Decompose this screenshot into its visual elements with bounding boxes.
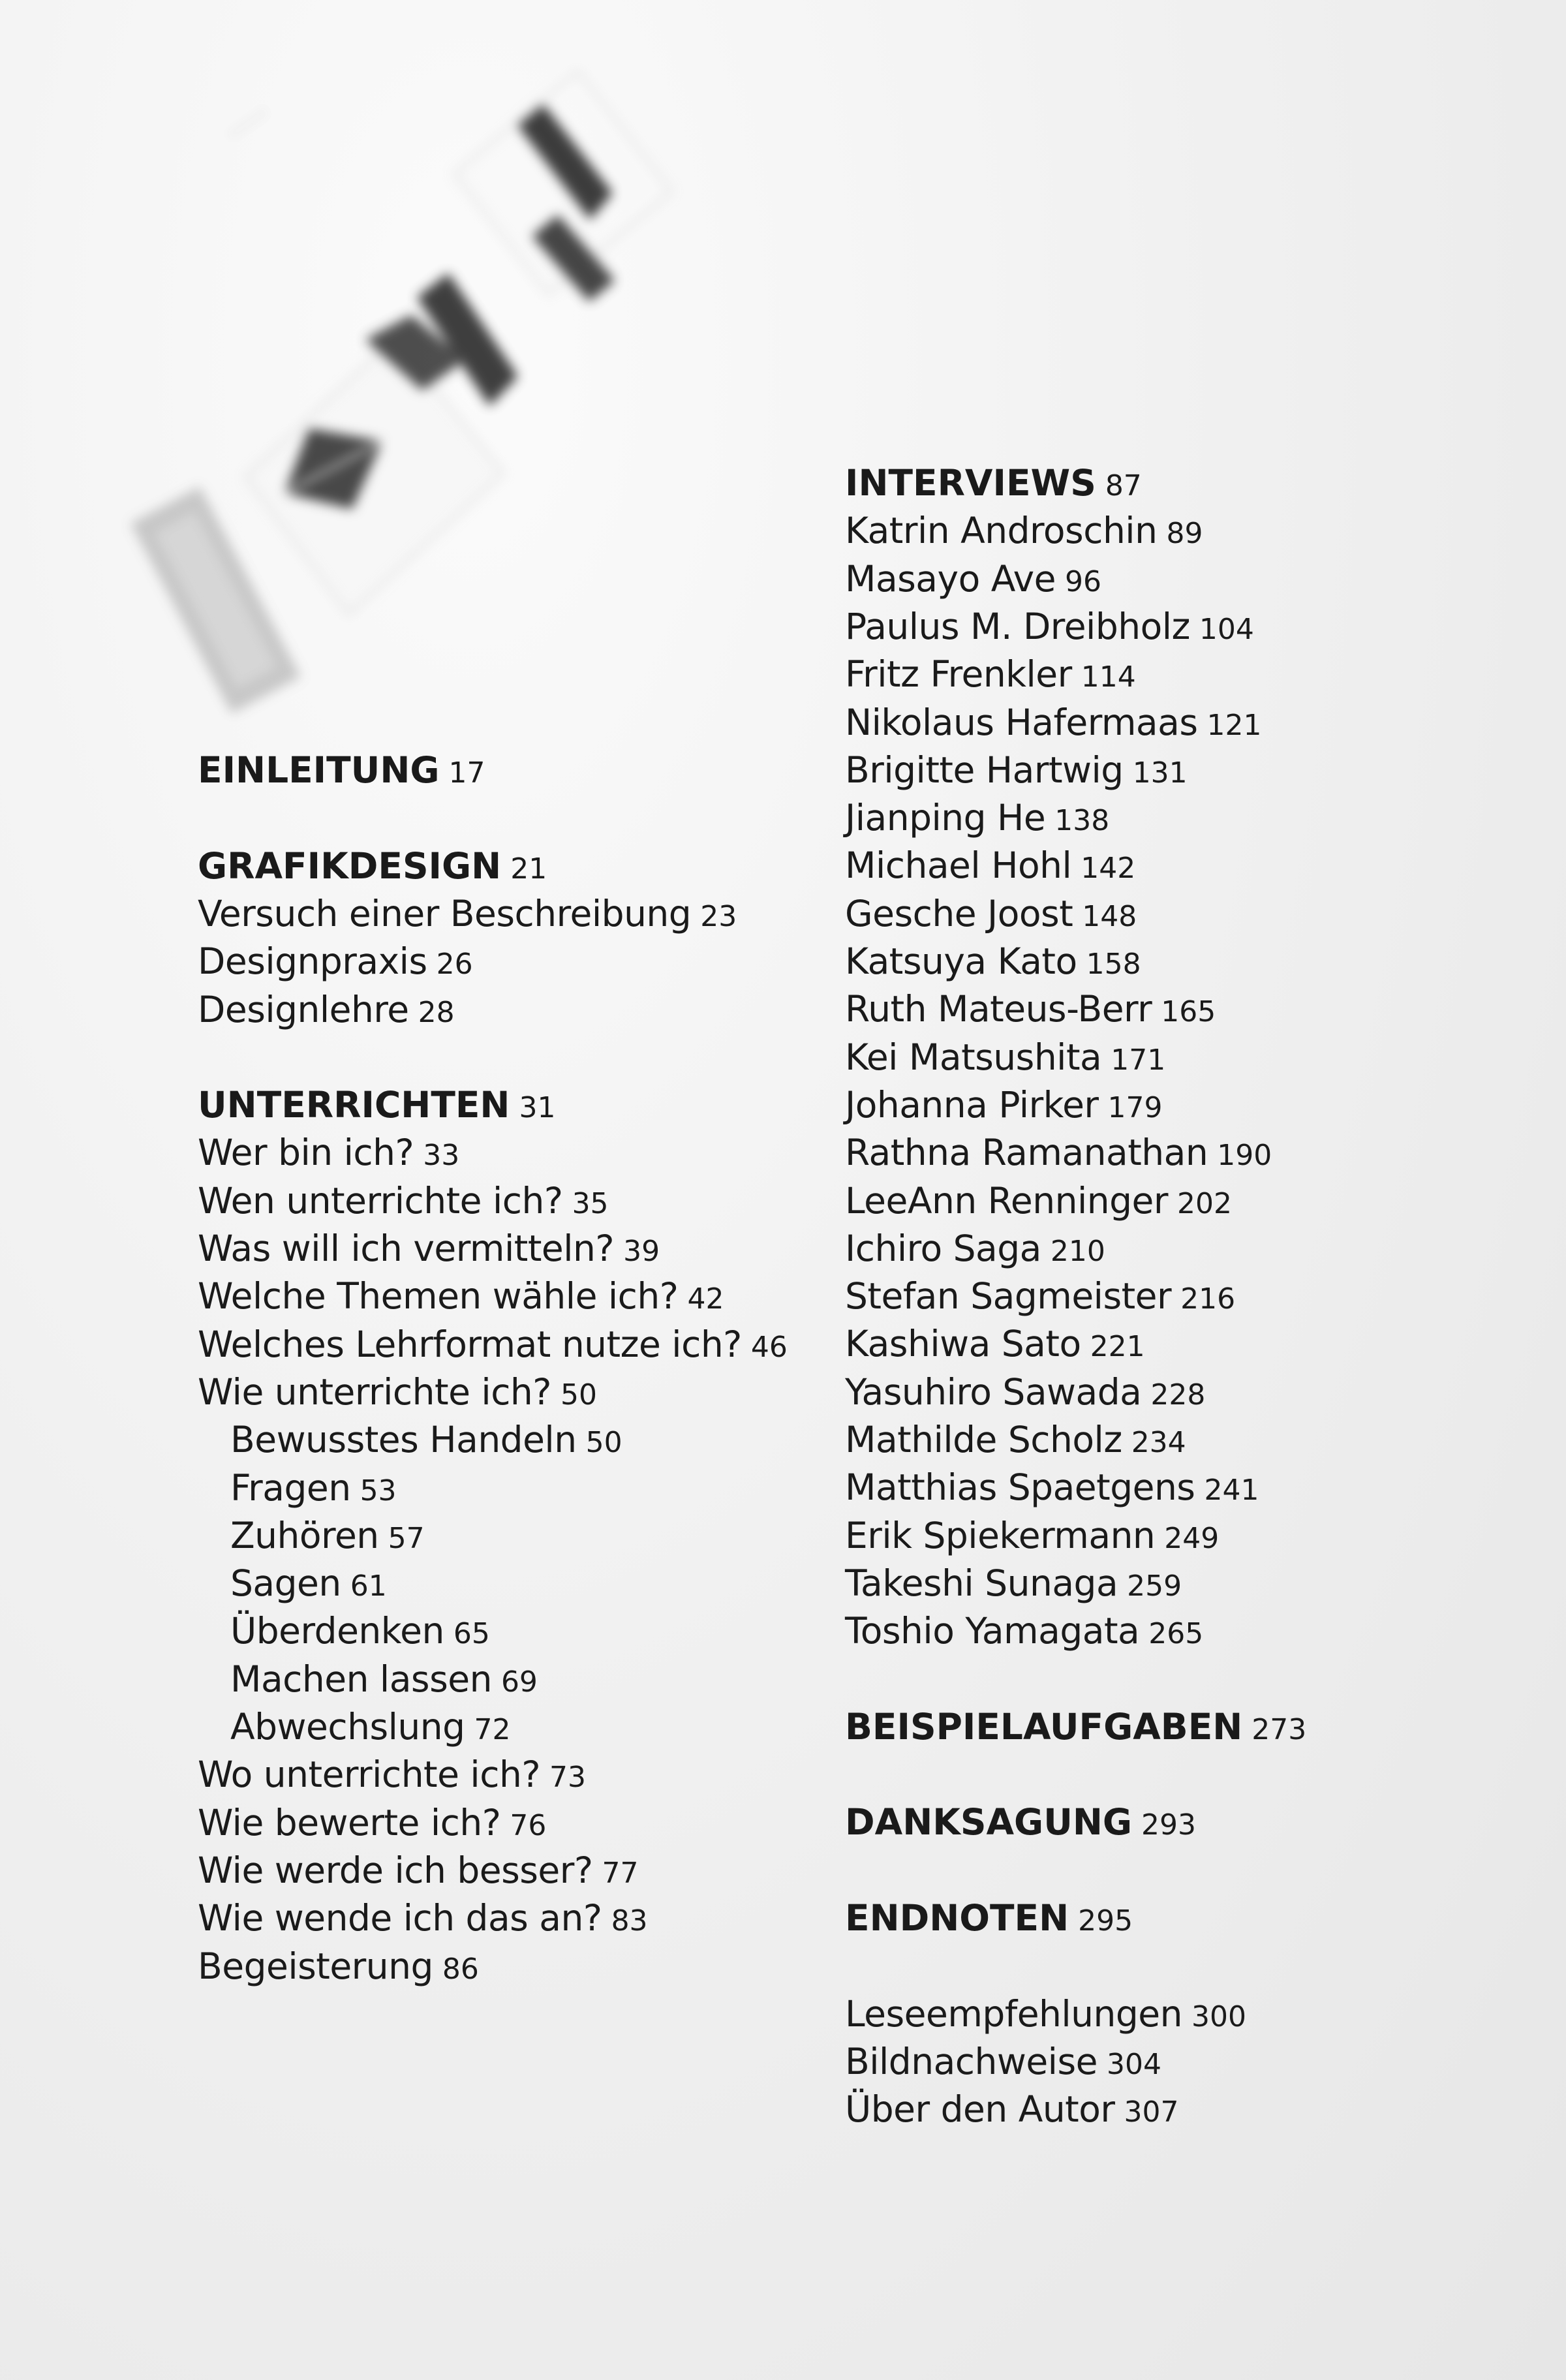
toc-page-number: 293: [1141, 1808, 1197, 1842]
toc-entry-title: Michael Hohl: [845, 844, 1072, 886]
toc-entry-title: Welches Lehrformat nutze ich?: [198, 1323, 742, 1365]
toc-entry: [198, 1894, 648, 1945]
toc-page-number: 234: [1131, 1426, 1186, 1459]
toc-entry: [845, 2086, 1179, 2136]
toc-section-heading: [198, 747, 485, 797]
toc-entry: [845, 1225, 1105, 1275]
toc-page-number: 148: [1082, 900, 1137, 933]
toc-entry: [845, 1416, 1186, 1466]
toc-page-number: 35: [572, 1187, 609, 1220]
toc-page-number: 50: [560, 1378, 597, 1412]
toc-section-heading: [845, 1894, 1133, 1945]
toc-page-number: 114: [1081, 660, 1136, 694]
toc-entry: [845, 794, 1109, 844]
toc-entry-title: Kei Matsushita: [845, 1036, 1102, 1078]
toc-entry-title: Über den Autor: [845, 2088, 1115, 2130]
toc-entry: [845, 1368, 1205, 1419]
toc-page-number: 307: [1124, 2095, 1179, 2129]
toc-entry-title: Fragen: [230, 1467, 351, 1509]
toc-entry-title: Versuch einer Beschreibung: [198, 893, 692, 935]
svg-text:· · · ·: · · · ·: [225, 102, 271, 144]
toc-entry-title: Ruth Mateus-Berr: [845, 988, 1152, 1030]
toc-entry-title: Wo unterrichte ich?: [198, 1754, 541, 1795]
toc-page-number: 210: [1050, 1235, 1105, 1268]
toc-entry: [230, 1512, 425, 1562]
toc-page-number: 72: [474, 1713, 511, 1746]
toc-entry: [845, 1129, 1272, 1179]
toc-entry-title: Katrin Androschin: [845, 510, 1158, 551]
toc-entry-title: UNTERRICHTEN: [198, 1084, 510, 1126]
toc-entry-title: Wie unterrichte ich?: [198, 1371, 551, 1413]
toc-entry: [198, 1943, 479, 1993]
toc-page-number: 39: [623, 1235, 660, 1268]
toc-entry-title: Paulus M. Dreibholz: [845, 606, 1190, 647]
toc-entry: [845, 507, 1203, 557]
toc-page-number: 87: [1105, 469, 1142, 502]
toc-page-number: 304: [1106, 2048, 1161, 2081]
toc-entry: [230, 1464, 397, 1515]
toc-entry: [198, 1225, 660, 1275]
toc-page-number: 73: [549, 1761, 587, 1794]
toc-entry-title: Takeshi Sunaga: [845, 1562, 1118, 1604]
toc-entry-title: GRAFIKDESIGN: [198, 845, 502, 887]
toc-section-heading: [198, 842, 547, 893]
toc-entry-title: Jianping He: [845, 797, 1046, 839]
toc-entry-title: BEISPIELAUFGABEN: [845, 1706, 1243, 1748]
toc-entry-title: Abwechslung: [230, 1706, 465, 1748]
toc-entry-title: Brigitte Hartwig: [845, 749, 1124, 791]
toc-page-number: 158: [1086, 948, 1141, 981]
toc-entry-title: Designpraxis: [198, 940, 427, 982]
toc-page-number: 249: [1164, 1522, 1220, 1555]
toc-entry-title: Kashiwa Sato: [845, 1323, 1081, 1365]
toc-page-number: 28: [418, 996, 455, 1029]
toc-entry-title: Ichiro Saga: [845, 1228, 1041, 1269]
toc-entry: [230, 1607, 490, 1658]
toc-entry-title: Rathna Ramanathan: [845, 1132, 1208, 1173]
toc-page-number: 221: [1090, 1330, 1145, 1363]
toc-entry-title: Leseempfehlungen: [845, 1993, 1182, 2035]
toc-entry: [198, 1368, 597, 1419]
toc-section-heading: [845, 1703, 1306, 1754]
toc-entry: [845, 1464, 1259, 1514]
toc-section-heading: [845, 459, 1142, 510]
toc-entry: [845, 1081, 1163, 1132]
toc-page-number: 53: [360, 1474, 397, 1507]
toc-entry-title: Wer bin ich?: [198, 1132, 414, 1173]
toc-entry-title: Matthias Spaetgens: [845, 1466, 1195, 1508]
toc-entry: [845, 1273, 1235, 1323]
toc-entry: [198, 986, 455, 1036]
toc-page-number: 77: [602, 1857, 639, 1890]
toc-entry-title: Machen lassen: [230, 1658, 492, 1700]
toc-page-number: 179: [1107, 1091, 1163, 1124]
toc-page-number: 96: [1065, 565, 1101, 598]
toc-page-number: 61: [350, 1569, 387, 1603]
toc-entry: [198, 1321, 788, 1371]
toc-entry-title: EINLEITUNG: [198, 749, 440, 791]
toc-entry-title: Zuhören: [230, 1515, 379, 1556]
toc-entry-title: DANKSAGUNG: [845, 1801, 1133, 1843]
toc-page-number: 121: [1206, 709, 1262, 742]
toc-entry: [230, 1656, 538, 1706]
toc-entry: [845, 938, 1141, 988]
toc-page-number: 17: [448, 756, 485, 790]
toc-page-number: 165: [1161, 995, 1216, 1028]
toc-entry-title: Johanna Pirker: [845, 1084, 1099, 1126]
toc-page-number: 142: [1081, 852, 1136, 885]
toc-page-number: 65: [453, 1617, 490, 1650]
toc-entry-title: Wen unterrichte ich?: [198, 1180, 563, 1222]
toc-page-number: 46: [750, 1331, 788, 1364]
toc-page-number: 86: [442, 1953, 479, 1986]
toc-entry: [845, 985, 1216, 1036]
toc-entry: [845, 1607, 1203, 1658]
toc-entry-title: Toshio Yamagata: [845, 1610, 1140, 1652]
toc-entry-title: Sagen: [230, 1562, 341, 1604]
toc-entry-title: Bewusstes Handeln: [230, 1419, 577, 1460]
toc-entry: [198, 1177, 609, 1228]
toc-entry-title: LeeAnn Renninger: [845, 1180, 1168, 1222]
toc-section-heading: [845, 1799, 1196, 1849]
toc-entry-title: Yasuhiro Sawada: [845, 1371, 1142, 1413]
toc-page-number: 241: [1204, 1474, 1259, 1507]
toc-entry-title: Wie bewerte ich?: [198, 1802, 501, 1844]
toc-section-heading: [198, 1081, 555, 1132]
toc-entry: [230, 1416, 622, 1466]
toc-entry-title: INTERVIEWS: [845, 462, 1096, 504]
toc-entry-title: Stefan Sagmeister: [845, 1275, 1172, 1317]
toc-page-number: 33: [423, 1139, 460, 1172]
toc-page-number: 190: [1217, 1139, 1272, 1172]
toc-entry: [845, 555, 1101, 606]
toc-page-number: 83: [611, 1904, 648, 1938]
toc-entry: [198, 890, 737, 940]
toc-entry: [845, 1177, 1232, 1228]
toc-page-number: 295: [1078, 1904, 1133, 1938]
toc-page-number: 300: [1191, 2000, 1246, 2033]
toc-entry: [845, 1512, 1219, 1562]
toc-entry: [230, 1703, 511, 1754]
toc-entry: [845, 2038, 1161, 2088]
toc-entry: [198, 1751, 586, 1801]
toc-page-number: 202: [1176, 1187, 1232, 1220]
toc-entry-title: Fritz Frenkler: [845, 653, 1072, 695]
toc-page-number: 26: [436, 948, 473, 981]
toc-entry: [230, 1560, 387, 1610]
toc-page-number: 138: [1054, 804, 1110, 837]
toc-entry: [845, 842, 1135, 892]
toc-page-number: 21: [510, 852, 547, 886]
toc-entry-title: Erik Spiekermann: [845, 1515, 1156, 1556]
toc-entry: [198, 1129, 459, 1179]
toc-entry-title: Gesche Joost: [845, 893, 1073, 935]
toc-entry: [845, 699, 1261, 749]
toc-page-number: 265: [1148, 1617, 1204, 1650]
toc-entry-title: Welche Themen wähle ich?: [198, 1275, 679, 1317]
toc-page-number: 131: [1132, 756, 1188, 790]
toc-page-number: 89: [1166, 517, 1203, 550]
toc-entry: [845, 1990, 1246, 2041]
toc-entry: [845, 1034, 1165, 1084]
toc-entry: [845, 1320, 1145, 1370]
toc-entry: [845, 747, 1188, 797]
toc-page-number: 23: [700, 900, 737, 933]
toc-entry-title: Mathilde Scholz: [845, 1419, 1122, 1460]
toc-page-number: 31: [519, 1091, 556, 1124]
toc-entry-title: Was will ich vermitteln?: [198, 1228, 615, 1269]
toc-entry: [845, 1560, 1182, 1610]
toc-page-number: 76: [510, 1809, 547, 1842]
toc-page-number: 104: [1199, 613, 1254, 646]
background-photo: [0, 0, 718, 718]
toc-entry-title: Überdenken: [230, 1610, 444, 1652]
toc-entry-title: Masayo Ave: [845, 558, 1056, 600]
toc-entry: [198, 938, 473, 988]
toc-entry: [845, 651, 1136, 701]
toc-entry-title: Begeisterung: [198, 1945, 433, 1987]
toc-entry-title: Nikolaus Hafermaas: [845, 702, 1198, 743]
toc-page-number: 216: [1180, 1282, 1236, 1316]
toc-entry-title: Designlehre: [198, 989, 409, 1030]
toc-page-number: 50: [585, 1426, 622, 1459]
toc-entry: [198, 1847, 639, 1897]
toc-entry: [845, 603, 1254, 653]
toc-entry-title: Wie wende ich das an?: [198, 1897, 602, 1939]
toc-entry-title: Katsuya Kato: [845, 940, 1077, 982]
toc-entry-title: ENDNOTEN: [845, 1897, 1069, 1939]
toc-page-number: 42: [687, 1282, 724, 1316]
toc-entry: [198, 1799, 546, 1849]
toc-entry-title: Bildnachweise: [845, 2041, 1098, 2082]
toc-page-number: 228: [1150, 1378, 1206, 1412]
toc-entry-title: Wie werde ich besser?: [198, 1849, 593, 1891]
toc-page-number: 69: [500, 1665, 538, 1699]
toc-page-number: 273: [1251, 1713, 1307, 1746]
toc-entry: [845, 890, 1137, 940]
toc-page-number: 259: [1127, 1569, 1182, 1603]
toc-entry: [198, 1273, 724, 1323]
toc-page-number: 171: [1111, 1043, 1166, 1077]
toc-page-number: 57: [388, 1522, 425, 1555]
